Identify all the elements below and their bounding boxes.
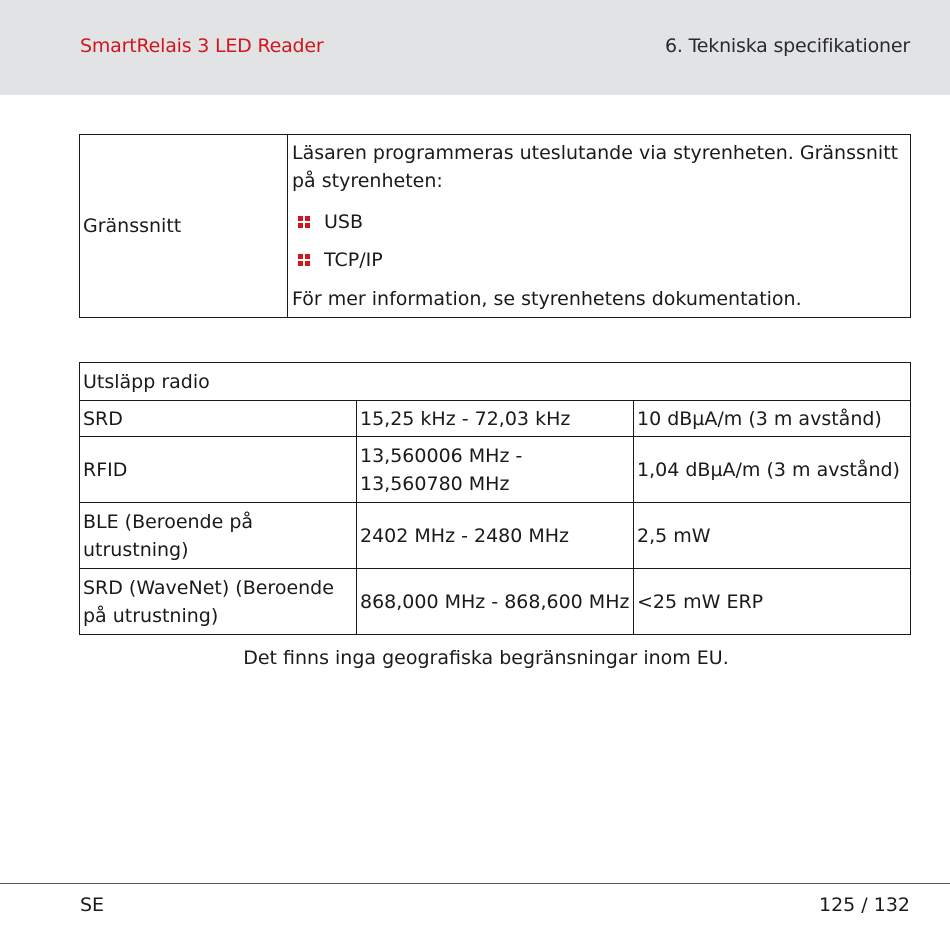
footer-language: SE [80,894,105,916]
table-row [80,437,911,503]
red-square-grid-icon [298,254,310,266]
page-number: 125 / 132 [818,894,910,916]
interface-note: För mer information, se styrenhetens dokumentation. [292,288,802,310]
table-cell: 1,04 dBµA/m (3 m avstånd) [634,437,911,503]
table-cell: <25 mW ERP [634,569,911,635]
table-cell: RFID [80,437,357,503]
interface-content [288,135,911,318]
table-cell: 15,25 kHz - 72,03 kHz [357,401,634,437]
section-title: 6. Tekniska specifikationer [665,35,910,57]
bullet-text: TCP/IP [324,249,383,271]
table-cell: 868,000 MHz - 868,600 MHz [357,569,634,635]
table-row [80,503,911,569]
page-header [0,0,950,95]
table-row [80,401,911,437]
table-cell: 2,5 mW [634,503,911,569]
table-cell: SRD [80,401,357,437]
table-cell: SRD (WaveNet) (Beroende på utrustning) [80,569,357,635]
table-cell: BLE (Beroende på utrustning) [80,503,357,569]
red-square-grid-icon [298,216,310,228]
table-cell: 13,560006 MHz - 13,560780 MHz [357,437,634,503]
table-row [80,569,911,635]
interface-label: Gränssnitt [80,135,288,318]
table-cell: 10 dBµA/m (3 m avstånd) [634,401,911,437]
table-row [80,363,911,401]
interface-bullet-list [292,203,906,279]
interface-intro: Läsaren programmeras uteslutande via styrenheten. Gränssnitt på styrenheten: [292,142,899,192]
bullet-text: USB [324,211,364,233]
radio-emission-table [79,362,911,635]
interface-row [80,135,911,318]
interface-table [79,134,911,318]
footer-divider [0,883,950,884]
radio-table-title: Utsläpp radio [80,363,911,401]
table-cell: 2402 MHz - 2480 MHz [357,503,634,569]
product-title: SmartRelais 3 LED Reader [80,35,324,57]
list-item [292,203,906,241]
list-item [292,241,906,279]
footnote: Det finns inga geografiska begränsningar inom EU. [243,647,729,669]
